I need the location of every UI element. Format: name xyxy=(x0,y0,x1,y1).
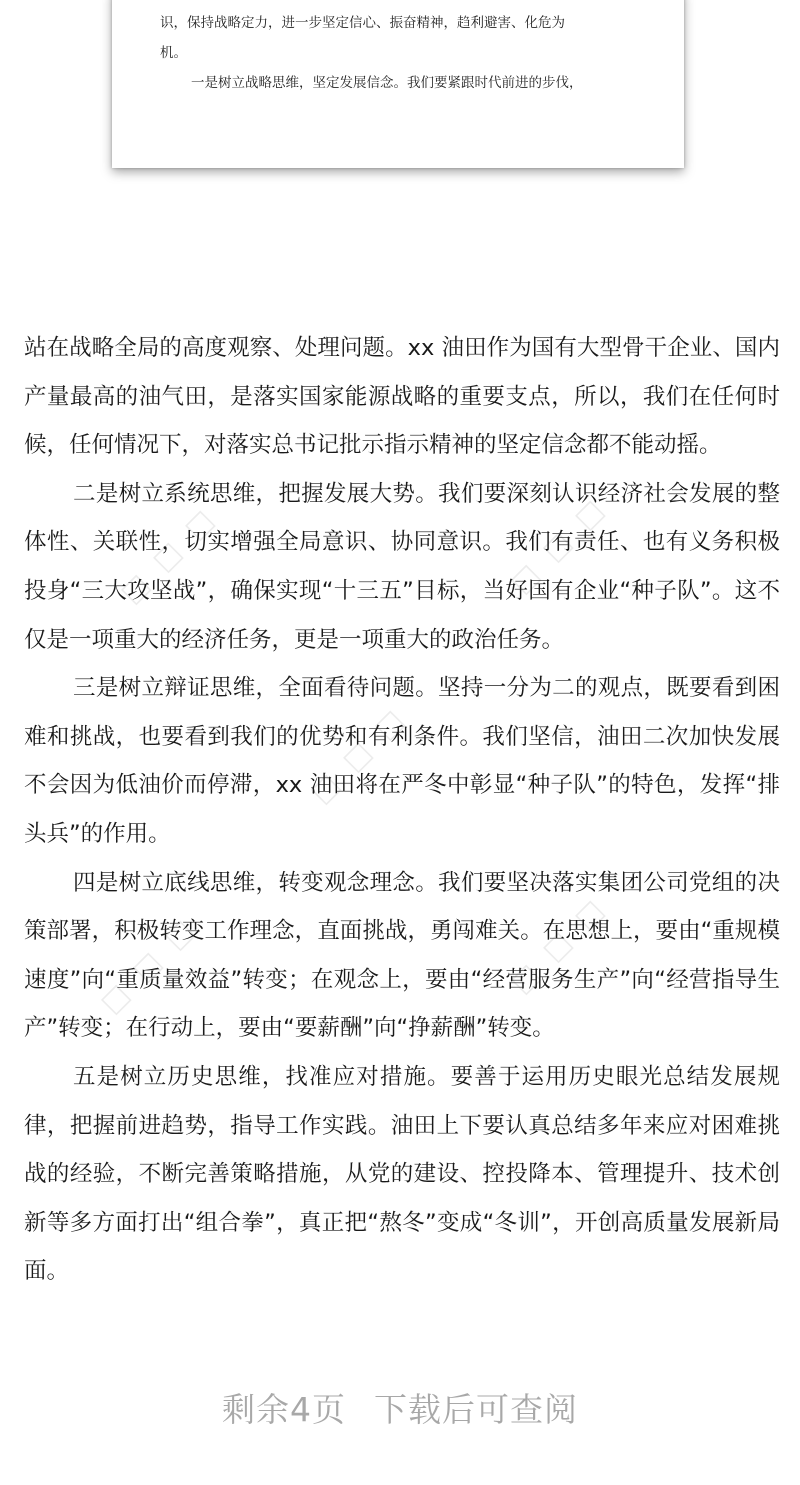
page-preview-card xyxy=(112,0,684,168)
preview-text xyxy=(160,8,650,98)
paragraph: 三是树立辩证思维，全面看待问题。坚持一分为二的观点，既要看到困难和挑战，也要看到我们的优势和有利条件。我们坚信，油田二次加快发展不会因为低油价而停滞，xx 油田将在严冬中彰显“种子队”的特色，发挥“排头兵”的作用。 xyxy=(24,675,780,847)
remaining-pages-notice[interactable] xyxy=(0,1384,800,1431)
paragraph: 五是树立历史思维，找准应对措施。要善于运用历史眼光总结发展规律，把握前进趋势，指导工作实践。油田上下要认真总结多年来应对困难挑战的经验，不断完善策略措施，从党的建设、控投降本、管理提升、技术创新等多方面打出“组合拳”，真正把“熬冬”变成“冬训”，开创高质量发展新局面。 xyxy=(24,1063,780,1285)
watermark: ☐ ☐ ☐ xyxy=(505,892,617,1003)
watermark: ☐ ☐ ☐ xyxy=(305,702,417,813)
remaining-pages-label: 剩余4页 xyxy=(222,1390,346,1429)
download-to-view-label: 下载后可查阅 xyxy=(374,1390,578,1429)
preview-line: 机。 xyxy=(160,45,187,61)
preview-line: 识，保持战略定力，进一步坚定信心、振奋精神，趋利避害、化危为 xyxy=(160,15,565,31)
watermark: ☐ ☐ ☐ xyxy=(115,502,227,613)
watermark: ☐ ☐ ☐ xyxy=(505,492,617,603)
document-body xyxy=(24,324,780,1296)
preview-line: 一是树立战略思维，坚定发展信念。我们要紧跟时代前进的步伐， xyxy=(191,75,583,91)
paragraph: 站在战略全局的高度观察、处理问题。xx 油田作为国有大型骨干企业、国内产量最高的油气田，是落实国家能源战略的重要支点，所以，我们在任何时候，任何情况下，对落实总书记批示指示精神的坚定信念都不能动摇。 xyxy=(24,335,780,459)
watermark: ☐ ☐ ☐ xyxy=(95,912,207,1023)
paragraph: 二是树立系统思维，把握发展大势。我们要深刻认识经济社会发展的整体性、关联性，切实增强全局意识、协同意识。我们有责任、也有义务积极投身“三大攻坚战”，确保实现“十三五”目标，当好国有企业“种子队”。这不仅是一项重大的经济任务，更是一项重大的政治任务。 xyxy=(24,480,780,653)
paragraph: 四是树立底线思维，转变观念理念。我们要坚决落实集团公司党组的决策部署，积极转变工作理念，直面挑战，勇闯难关。在思想上，要由“重规模速度”向“重质量效益”转变；在观念上，要由“经营服务生产”向“经营指导生产”转变；在行动上，要由“要薪酬”向“挣薪酬”转变。 xyxy=(24,869,780,1042)
